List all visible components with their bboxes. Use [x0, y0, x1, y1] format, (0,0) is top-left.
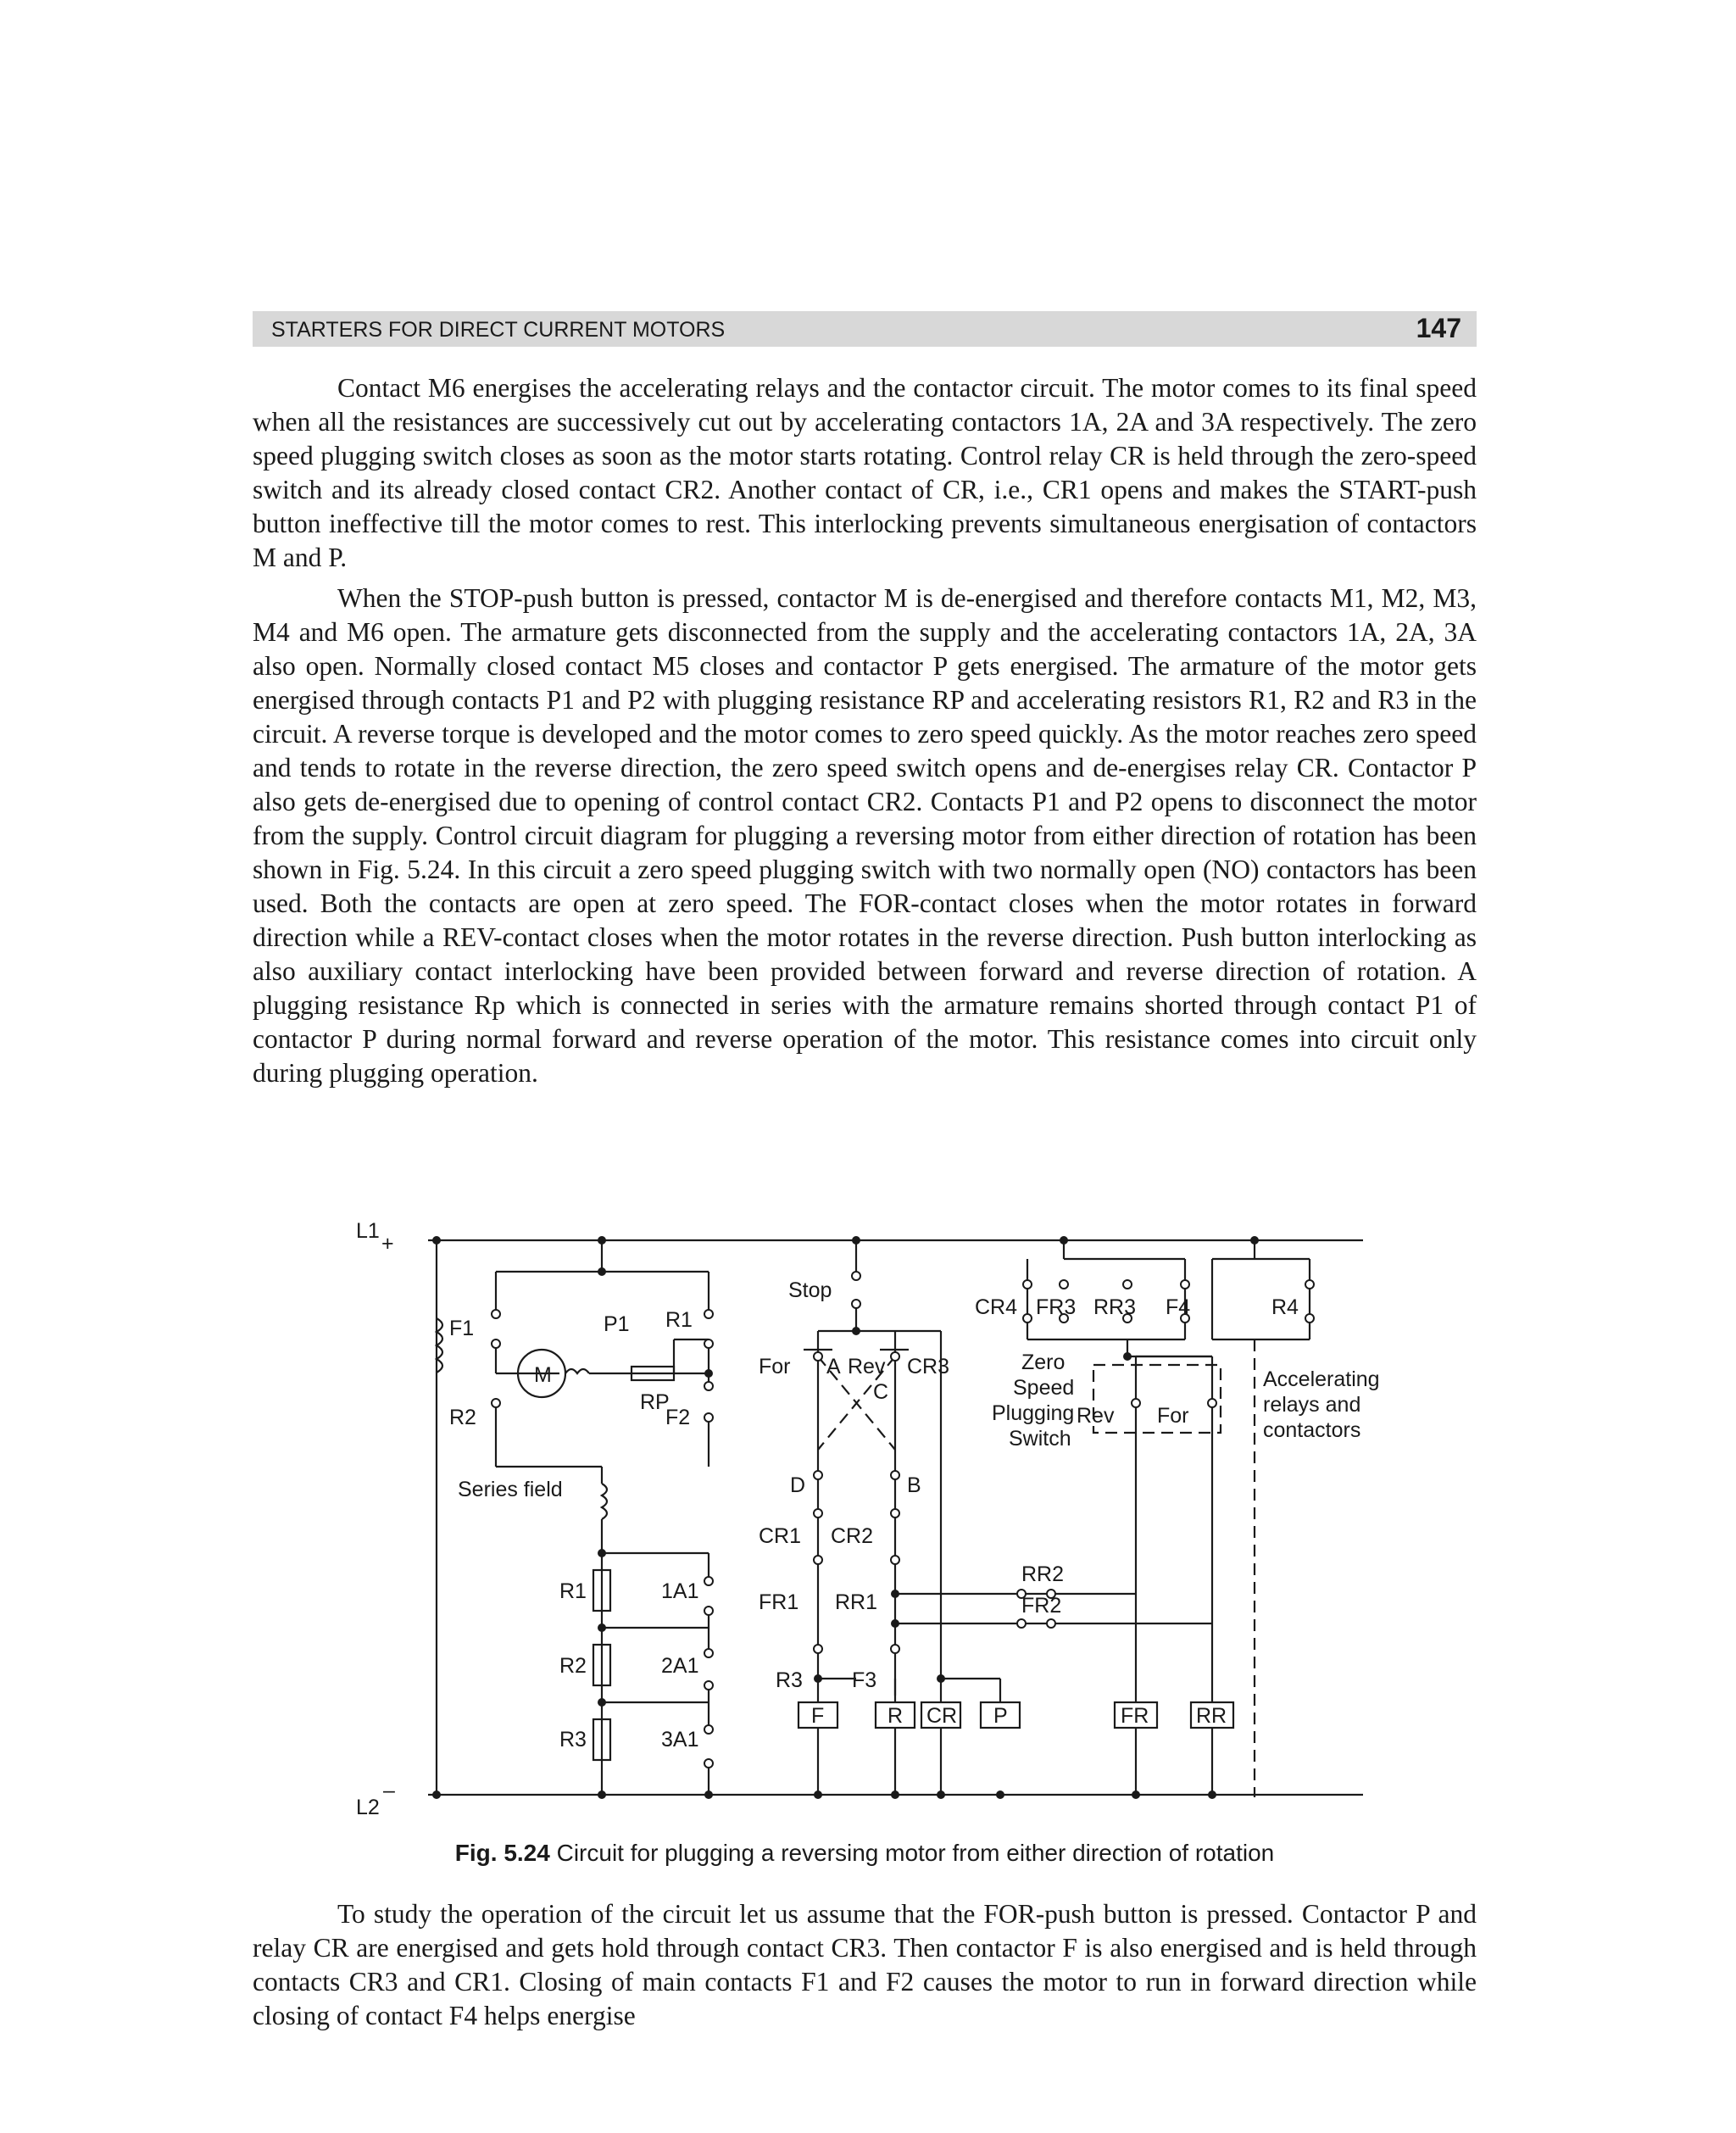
label-plugging: Plugging — [992, 1401, 1075, 1425]
label-for: For — [759, 1355, 791, 1378]
label-zs-rev: Rev — [1077, 1404, 1115, 1428]
label-accel-2: relays and — [1263, 1393, 1361, 1417]
label-fr3: FR3 — [1036, 1295, 1077, 1319]
label-zero: Zero — [1021, 1351, 1066, 1374]
running-header — [253, 311, 1477, 347]
label-fr2: FR2 — [1021, 1594, 1062, 1618]
label-cr2: CR2 — [831, 1524, 874, 1548]
label-r3-contact: R3 — [776, 1668, 803, 1692]
label-stop: Stop — [788, 1278, 832, 1302]
label-zs-for: For — [1157, 1404, 1189, 1428]
label-rev: Rev — [848, 1355, 886, 1378]
label-switch: Switch — [1009, 1427, 1071, 1451]
label-speed: Speed — [1013, 1376, 1075, 1400]
label-accel-1: Accelerating — [1263, 1367, 1380, 1391]
label-r3: R3 — [559, 1728, 587, 1752]
figure-caption — [253, 1840, 1477, 1867]
label-r1-contact: R1 — [665, 1308, 693, 1332]
figure-caption-text: Circuit for plugging a reversing motor from either direction of rotation — [556, 1840, 1275, 1866]
label-r1: R1 — [559, 1579, 587, 1603]
label-series-field: Series field — [458, 1478, 563, 1501]
text-block-bottom — [253, 1897, 1477, 2040]
coil-f-label: F — [811, 1704, 825, 1728]
label-b: B — [907, 1473, 921, 1497]
paragraph: To study the operation of the circuit let us assume that the FOR-push button is pressed. Contactor P and relay CR are energised and gets hold through contact CR3. Then contactor F is also energised and is held through contacts CR3 and CR1. Closing of main contacts F1 and F2 causes the motor to run in forward direction while closing of contact F4 helps energise — [253, 1899, 1477, 2030]
label-r2-res: R2 — [559, 1654, 587, 1678]
label-3a1: 3A1 — [661, 1728, 699, 1752]
label-f2: F2 — [665, 1406, 691, 1429]
text-block-top — [253, 371, 1477, 1097]
coil-fr-label: FR — [1121, 1704, 1149, 1728]
series-field-coil — [602, 1484, 607, 1519]
label-l2: L2 — [356, 1796, 380, 1819]
label-cr3: CR3 — [907, 1355, 950, 1378]
label-fr1: FR1 — [759, 1590, 799, 1614]
label-l2-sign: – — [383, 1779, 395, 1802]
label-1a1: 1A1 — [661, 1579, 699, 1603]
coil-cr-label: CR — [926, 1704, 958, 1728]
label-rr3: RR3 — [1093, 1295, 1137, 1319]
figure-number: Fig. 5.24 — [454, 1840, 550, 1866]
label-a: A — [826, 1355, 841, 1378]
paragraph: When the STOP-push button is pressed, contactor M is de-energised and therefore contacts M1, M2, M3, M4 and M6 open. The armature gets disconnected from the supply and the accelerating contactors 1A, 2A, 3A also open. Normally closed contact M5 closes and contactor P gets energised. The armature of the motor gets energised through contacts P1 and P2 with plugging resistance RP and accelerating resistors R1, R2 and R3 in the circuit. A reverse torque is developed and the motor comes to zero speed quickly. As the motor reaches zero speed and tends to rotate in the reverse direction, the zero speed switch opens and de-energises relay CR. Contactor P also gets de-energised due to opening of control contact CR2. Contacts P1 and P2 opens to disconnect the motor from the supply. Control circuit diagram for plugging a reversing motor from either direction of rotation has been shown in Fig. 5.24. In this circuit a zero speed plugging switch with two normally open (NO) contactors has been used. Both the contacts are open at zero speed. The FOR-contact closes when the motor rotates in forward direction while a REV-contact closes when the motor rotates in the reverse direction. Push button interlocking as also auxiliary contact interlocking have been provided between forward and reverse direction of rotation. A plugging resistance Rp which is connected in series with the armature remains shorted through contact P1 of contactor P during normal forward and reverse operation of the motor. This resistance comes into circuit only during plugging operation. — [253, 583, 1477, 1088]
label-l1: L1 — [356, 1221, 380, 1243]
coil-p-label: P — [993, 1704, 1008, 1728]
label-r4: R4 — [1271, 1295, 1299, 1319]
header-title: STARTERS FOR DIRECT CURRENT MOTORS — [271, 318, 726, 342]
label-rr1: RR1 — [835, 1590, 878, 1614]
label-r2: R2 — [449, 1406, 476, 1429]
label-l1-sign: + — [381, 1232, 394, 1256]
paragraph: Contact M6 energises the accelerating relays and the contactor circuit. The motor comes to its final speed when all the resistances are successively cut out by accelerating contactors 1A, 2A and 3A respectively. The zero speed plugging switch closes as soon as the motor starts rotating. Control relay CR is held through the zero-speed switch and its already closed contact CR2. Another contact of CR, i.e., CR1 opens and makes the START-push button ineffective till the motor comes to rest. This interlocking prevents simultaneous energisation of contactors M and P. — [253, 373, 1477, 572]
label-rp: RP — [640, 1390, 670, 1414]
label-f3: F3 — [852, 1668, 877, 1692]
label-accel-3: contactors — [1263, 1418, 1361, 1442]
label-p1: P1 — [604, 1312, 630, 1336]
label-f4: F4 — [1166, 1295, 1191, 1319]
label-d: D — [790, 1473, 806, 1497]
coil-r-label: R — [887, 1704, 904, 1728]
label-motor: M — [534, 1363, 552, 1387]
coil-rr-label: RR — [1196, 1704, 1227, 1728]
label-rr2: RR2 — [1021, 1562, 1065, 1586]
label-cr1: CR1 — [759, 1524, 802, 1548]
page-number: 147 — [1416, 313, 1461, 343]
circuit-diagram — [331, 1221, 1390, 1831]
label-cr4: CR4 — [975, 1295, 1018, 1319]
label-2a1: 2A1 — [661, 1654, 699, 1678]
label-c: C — [873, 1380, 889, 1404]
label-f1: F1 — [449, 1317, 475, 1340]
